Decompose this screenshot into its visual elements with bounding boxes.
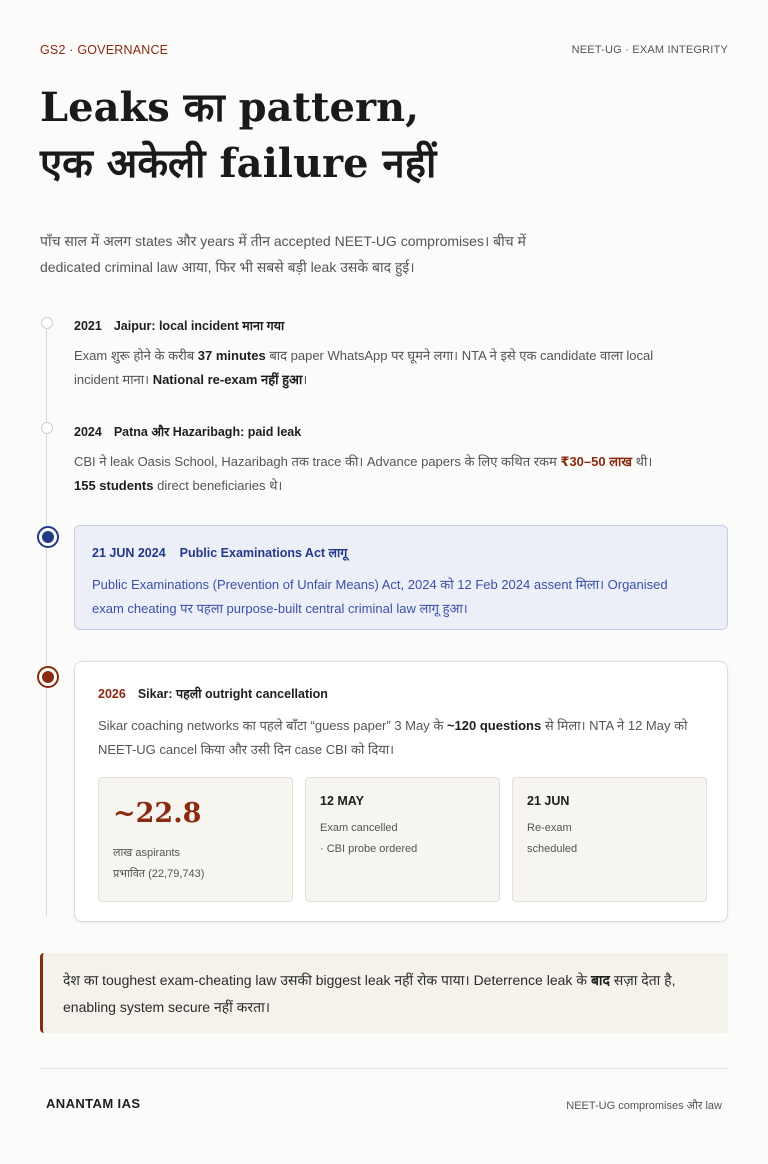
emphasis-text: 37 minutes bbox=[197, 348, 266, 363]
intro-line-1: पाँच साल में अलग states और years में तीन accepted NEET-UG compromises। बीच में bbox=[40, 233, 526, 249]
title-line-1: Leaks का pattern, bbox=[40, 84, 420, 131]
stat-date: 21 JUN bbox=[527, 794, 570, 808]
body-text: से मिला। NTA ने 12 May को NEET-UG cancel किया और उसी दिन case CBI को दिया। bbox=[98, 718, 688, 757]
emphasis-text: National re-exam नहीं हुआ bbox=[152, 372, 303, 387]
act-callout bbox=[74, 525, 728, 630]
brand-name: ANANTAM IAS bbox=[46, 1096, 141, 1111]
event-heading bbox=[92, 544, 710, 561]
timeline-event-2021 bbox=[74, 317, 674, 392]
emphasis-text: ₹30–50 लाख bbox=[560, 454, 633, 469]
event-year: 2021 bbox=[74, 319, 102, 333]
stat-line: scheduled bbox=[527, 843, 578, 855]
stat-date: 12 MAY bbox=[320, 794, 365, 808]
stat-aspirants bbox=[98, 777, 293, 902]
emphasis-text: 155 students bbox=[74, 478, 154, 493]
timeline-dot-act bbox=[37, 526, 59, 548]
timeline-dot-2024 bbox=[41, 422, 53, 434]
footer-divider bbox=[40, 1068, 728, 1069]
sikar-callout bbox=[74, 661, 728, 922]
event-heading bbox=[74, 423, 664, 440]
stat-reexam bbox=[512, 777, 707, 902]
event-heading bbox=[98, 685, 704, 702]
emphasis-text: ~120 questions bbox=[446, 718, 542, 733]
title-line-2: एक अकेली failure नहीं bbox=[40, 140, 437, 187]
event-body bbox=[74, 450, 664, 498]
page-title bbox=[40, 80, 740, 192]
event-year: 2026 bbox=[98, 687, 126, 701]
event-title: Sikar: पहली outright cancellation bbox=[137, 687, 328, 701]
event-title: Patna और Hazaribagh: paid leak bbox=[113, 425, 302, 439]
event-body bbox=[92, 573, 672, 621]
topic-tag: NEET-UG · EXAM INTEGRITY bbox=[571, 44, 728, 56]
body-text: थी। bbox=[632, 454, 653, 469]
stat-line: Re-exam bbox=[527, 822, 572, 834]
section-kicker: GS2 · GOVERNANCE bbox=[40, 43, 169, 57]
takeaway-quote bbox=[40, 953, 728, 1033]
body-text: देश का toughest exam-cheating law उसकी biggest leak नहीं रोक पाया। Deterrence leak के bbox=[63, 972, 591, 988]
body-text: Sikar coaching networks का पहले बाँटा “guess paper” 3 May के bbox=[98, 718, 447, 733]
event-year: 2024 bbox=[74, 425, 102, 439]
emphasis-text: बाद bbox=[590, 972, 610, 988]
event-date: 21 JUN 2024 bbox=[92, 546, 166, 560]
body-text: Public Examinations (Prevention of Unfair Means) Act, 2024 को 12 Feb 2024 assent मिला। Organised exam cheating पर पहला purpose-built central criminal law लागू हुआ। bbox=[92, 577, 668, 616]
stat-line: · CBI probe ordered bbox=[320, 843, 418, 855]
event-title: Public Examinations Act लागू bbox=[179, 546, 348, 560]
event-body bbox=[98, 714, 688, 762]
stat-line: Exam cancelled bbox=[320, 822, 398, 834]
intro-paragraph bbox=[40, 228, 600, 280]
body-text: Exam शुरू होने के करीब bbox=[74, 348, 198, 363]
timeline-line bbox=[46, 322, 47, 916]
stat-label: लाख aspirants bbox=[113, 847, 180, 859]
body-text: direct beneficiaries थे। bbox=[153, 478, 283, 493]
timeline-dot-2026 bbox=[37, 666, 59, 688]
body-text: । bbox=[302, 372, 308, 387]
body-text: CBI ने leak Oasis School, Hazaribagh तक trace की। Advance papers के लिए कथित रकम bbox=[74, 454, 561, 469]
body-text: बाद paper WhatsApp पर घूमने लगा। NTA ने इसे एक candidate वाला local incident माना। bbox=[74, 348, 654, 387]
timeline-event-2024 bbox=[74, 423, 664, 498]
stat-cancelled bbox=[305, 777, 500, 902]
event-heading bbox=[74, 317, 674, 334]
stat-sublabel: प्रभावित (22,79,743) bbox=[113, 868, 205, 880]
intro-line-2: dedicated criminal law आया, फिर भी सबसे बड़ी leak उसके बाद हुई। bbox=[40, 259, 415, 275]
timeline-dot-2021 bbox=[41, 317, 53, 329]
event-title: Jaipur: local incident माना गया bbox=[113, 319, 285, 333]
body-text: सज़ा देता है, enabling system secure नहीं करता। bbox=[63, 972, 676, 1015]
event-body bbox=[74, 344, 674, 392]
stats-row bbox=[98, 777, 707, 902]
footer-note: NEET-UG compromises और law bbox=[566, 1100, 722, 1112]
stat-value: ~22.8 bbox=[113, 798, 202, 829]
